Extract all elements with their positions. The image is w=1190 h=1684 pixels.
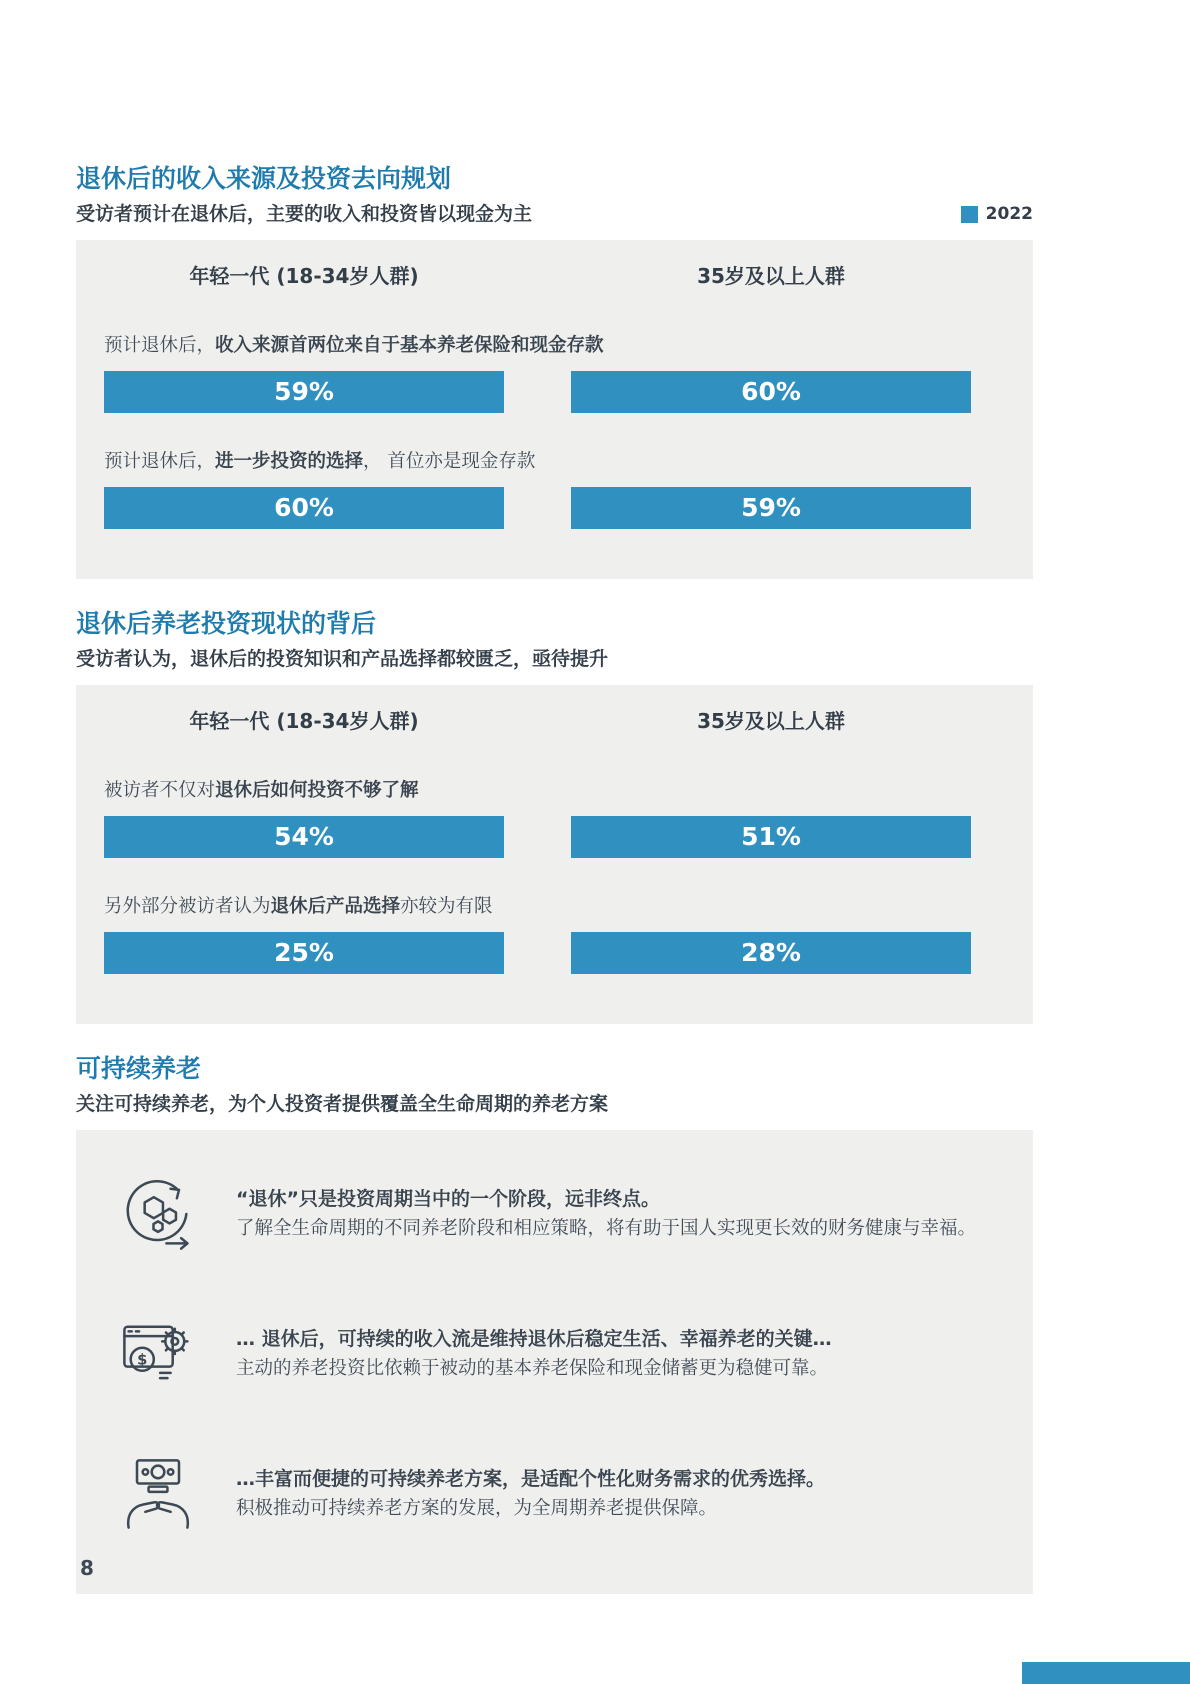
gear-dollar-window-icon xyxy=(116,1312,200,1396)
svg-text:$: $ xyxy=(137,1351,148,1369)
page-content xyxy=(76,0,1033,1594)
stat-text: 被访者不仅对退休后如何投资不够了解 xyxy=(104,780,419,801)
cycle-hexagons-icon xyxy=(116,1172,200,1256)
info-panel xyxy=(76,1130,1033,1594)
section-investment-status xyxy=(76,609,1033,1024)
section-title: 退休后养老投资现状的背后 xyxy=(76,609,377,638)
stat-text: 预计退休后，进一步投资的选择， 首位亦是现金存款 xyxy=(104,451,536,472)
stat-text: 另外部分被访者认为退休后产品选择亦较为有限 xyxy=(104,896,493,917)
stat-bar-left: 60% xyxy=(104,487,504,529)
info-text: “退休”只是投资周期当中的一个阶段，远非终点。 了解全生命周期的不同养老阶段和相应策略，将有助于国人实现更长效的财务健康与幸福。 xyxy=(236,1188,977,1240)
info-text: … 退休后，可持续的收入流是维持退休后稳定生活、幸福养老的关键… 主动的养老投资比依赖于被动的基本养老保险和现金储蓄更为稳健可靠。 xyxy=(236,1328,832,1380)
stat-bar-right: 51% xyxy=(571,816,971,858)
stat-bar-right: 60% xyxy=(571,371,971,413)
stat-bar-left: 54% xyxy=(104,816,504,858)
info-row-lifecycle xyxy=(116,1172,993,1256)
column-header-older: 35岁及以上人群 xyxy=(697,709,845,733)
section-sustainable-pension xyxy=(76,1054,1033,1594)
legend-label: 2022 xyxy=(985,204,1033,224)
stat-panel-income xyxy=(76,240,1033,579)
hands-holding-banknote-icon xyxy=(116,1452,200,1536)
stat-panel-knowledge xyxy=(76,685,1033,1024)
section-title: 退休后的收入来源及投资去向规划 xyxy=(76,164,452,193)
section-subtitle: 受访者认为，退休后的投资知识和产品选择都较匮乏，亟待提升 xyxy=(76,648,609,670)
section-subtitle: 受访者预计在退休后，主要的收入和投资皆以现金为主 xyxy=(76,203,533,225)
info-row-sustainable-income xyxy=(116,1312,993,1396)
legend-2022 xyxy=(961,204,1033,226)
page-number: 8 xyxy=(80,1556,94,1580)
section-retirement-income xyxy=(76,164,1033,579)
stat-text: 预计退休后，收入来源首两位来自于基本养老保险和现金存款 xyxy=(104,335,604,356)
column-header-older: 35岁及以上人群 xyxy=(697,264,845,288)
info-text: …丰富而便捷的可持续养老方案，是适配个性化财务需求的优秀选择。 积极推动可持续养老方案的发展，为全周期养老提供保障。 xyxy=(236,1468,826,1520)
stat-bar-left: 59% xyxy=(104,371,504,413)
section-subtitle: 关注可持续养老，为个人投资者提供覆盖全生命周期的养老方案 xyxy=(76,1093,609,1115)
column-header-young: 年轻一代 (18-34岁人群) xyxy=(189,709,419,733)
stat-bar-right: 28% xyxy=(571,932,971,974)
section-title: 可持续养老 xyxy=(76,1054,202,1083)
stat-bar-left: 25% xyxy=(104,932,504,974)
stat-bar-right: 59% xyxy=(571,487,971,529)
column-header-young: 年轻一代 (18-34岁人群) xyxy=(189,264,419,288)
corner-accent-bar xyxy=(1022,1662,1190,1684)
legend-color-swatch-icon xyxy=(961,206,978,223)
info-row-pension-protection xyxy=(116,1452,993,1536)
